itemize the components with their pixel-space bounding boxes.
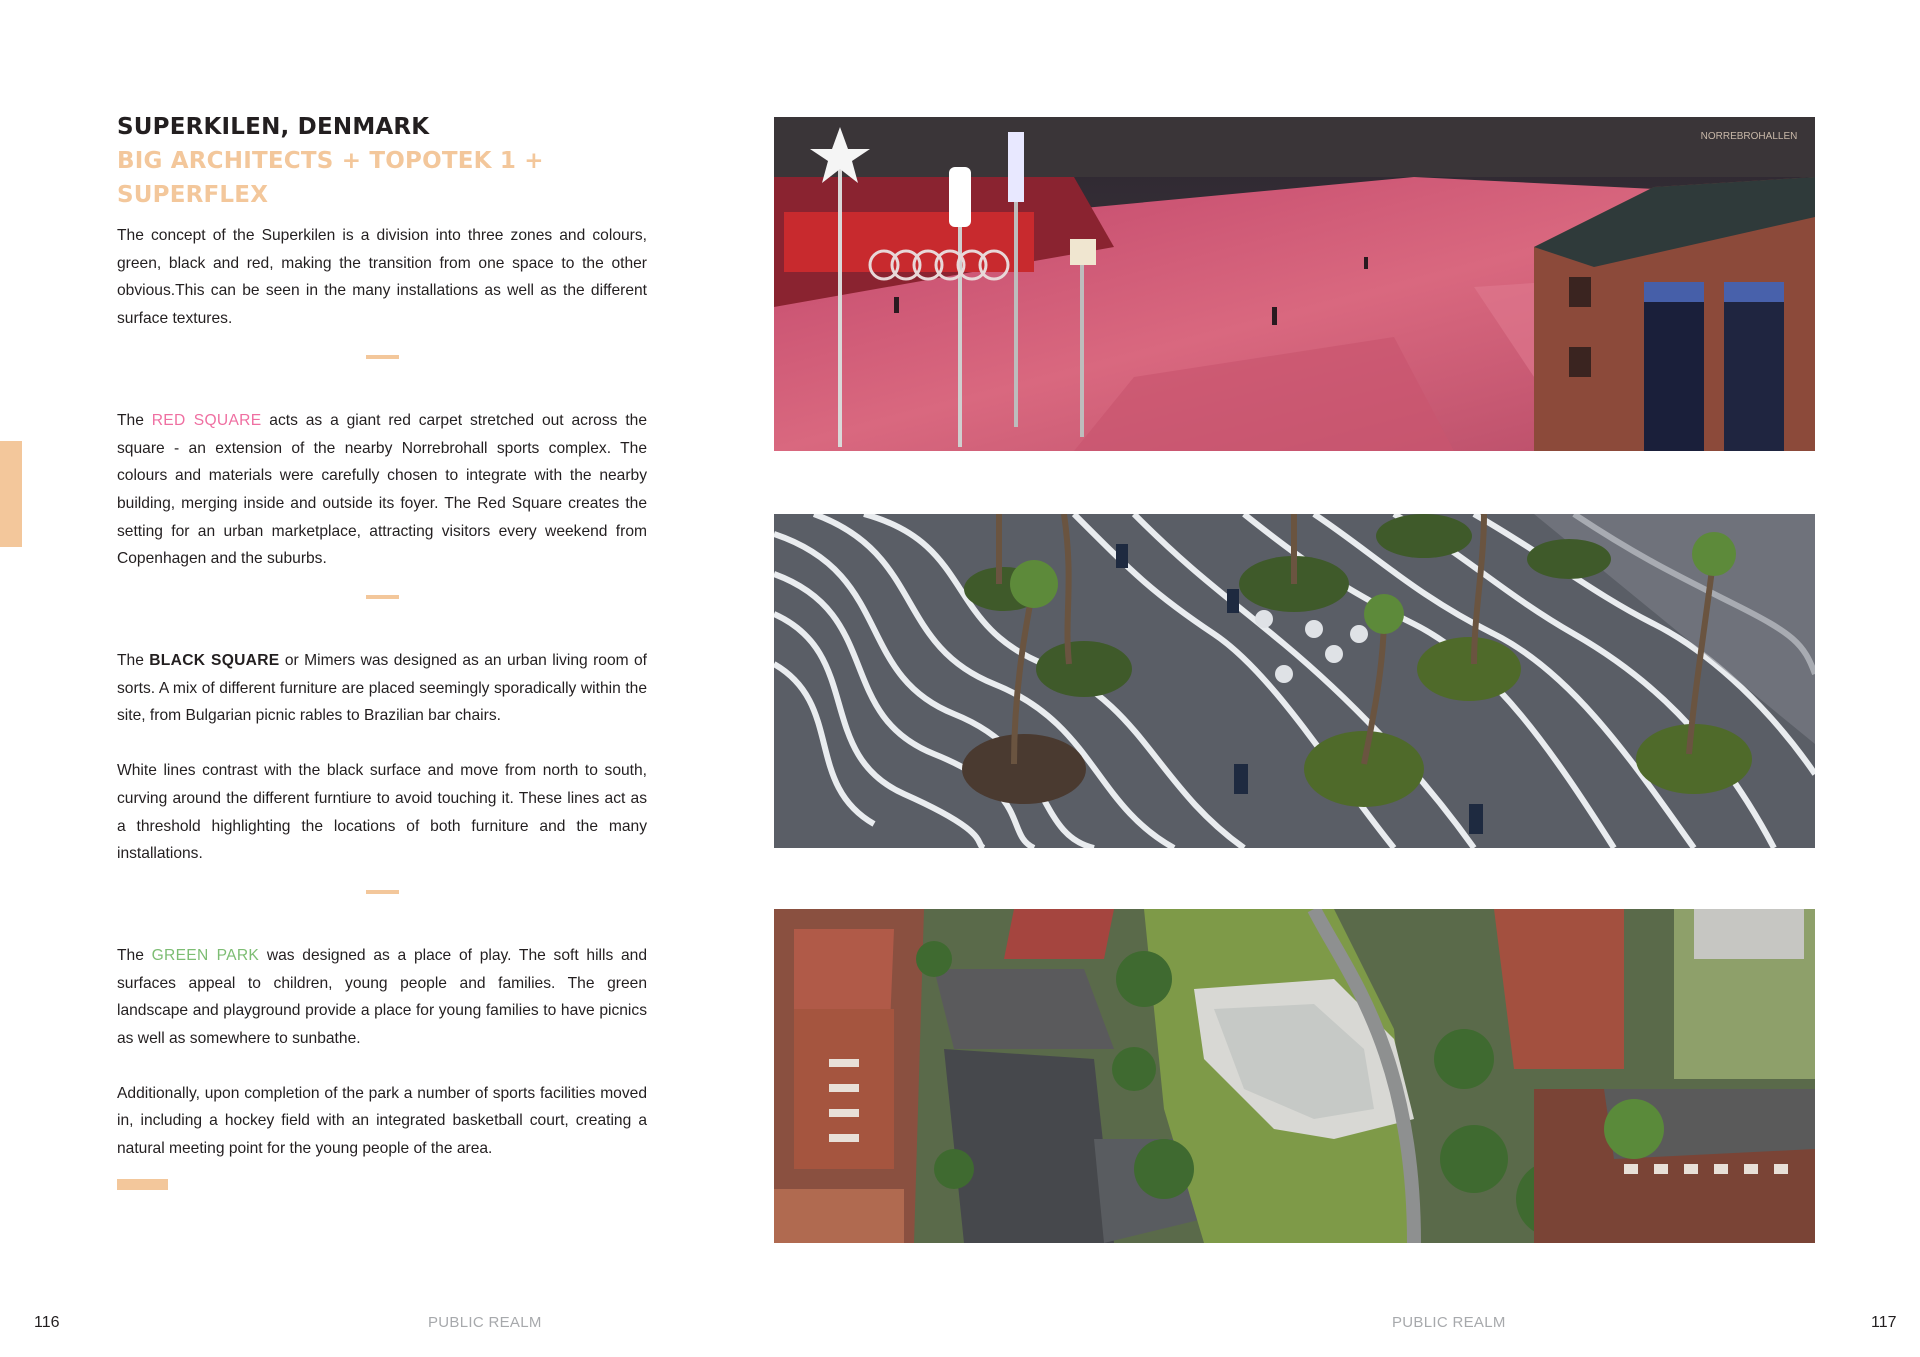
left-page-number: 116 (34, 1314, 60, 1331)
section-divider (366, 595, 399, 599)
red-square-photo (774, 117, 1815, 451)
text-column (117, 110, 647, 1190)
section-tab-marker (0, 441, 22, 547)
right-running-footer: PUBLIC REALM (1392, 1314, 1506, 1331)
section-divider (366, 355, 399, 359)
black-square-text: or Mimers was designed as an urban living room of sorts. A mix of different furniture are placed seemingly sporadically within the site, from Bulgarian picnic rables to Brazilian bar chairs. (117, 652, 648, 725)
green-park-pre: The (117, 946, 152, 964)
page-subtitle: BIG ARCHITECTS + TOPOTEK 1 + SUPERFLEX (117, 148, 544, 208)
green-park-photo (774, 909, 1815, 1243)
building-sign-text: NORREBROHALLEN (1700, 131, 1798, 142)
right-page-number: 117 (1871, 1314, 1897, 1331)
red-square-pre: The (117, 411, 152, 429)
page-title: SUPERKILEN, DENMARK (117, 114, 430, 140)
green-park-highlight: GREEN PARK (151, 946, 260, 964)
black-square-highlight: BLACK SQUARE (149, 652, 280, 670)
left-running-footer: PUBLIC REALM (428, 1314, 542, 1331)
section-divider (366, 890, 399, 894)
red-square-text: acts as a giant red carpet stretched out across the square - an extension of the nearby Norrebrohall sports complex. The colours and materials were carefully chosen to integrate with the nearby building, merging inside and outside its foyer. The Red Square creates the setting for an urban marketplace, attracting visitors every weekend from Copenhagen and the suburbs. (117, 411, 647, 568)
black-square-photo (774, 514, 1815, 848)
end-marker (117, 1179, 168, 1190)
red-square-highlight: RED SQUARE (151, 411, 262, 429)
black-square-paragraph (117, 647, 647, 730)
intro-paragraph: The concept of the Superkilen is a division into three zones and colours, green, black and red, making the transition from one space to the other obvious.This can be seen in the many installations as well as the different surface textures. (117, 227, 647, 328)
green-park-paragraph (117, 942, 647, 1053)
white-lines-paragraph: White lines contrast with the black surface and move from north to south, curving around the different furntiure to avoid touching it. These lines act as a threshold highlighting the locations of both furniture and the many installations. (117, 762, 647, 863)
green-park-text: was designed as a place of play. The soft hills and surfaces appeal to children, young people and families. The green landscape and playground provide a place for young families to have picnics as well as somewhere to sunbathe. (117, 946, 648, 1048)
sports-paragraph: Additionally, upon completion of the park a number of sports facilities moved in, including a hockey field with an integrated basketball court, creating a natural meeting point for the young people of the area. (117, 1084, 647, 1158)
black-square-pre: The (117, 652, 150, 670)
red-square-paragraph (117, 407, 647, 573)
